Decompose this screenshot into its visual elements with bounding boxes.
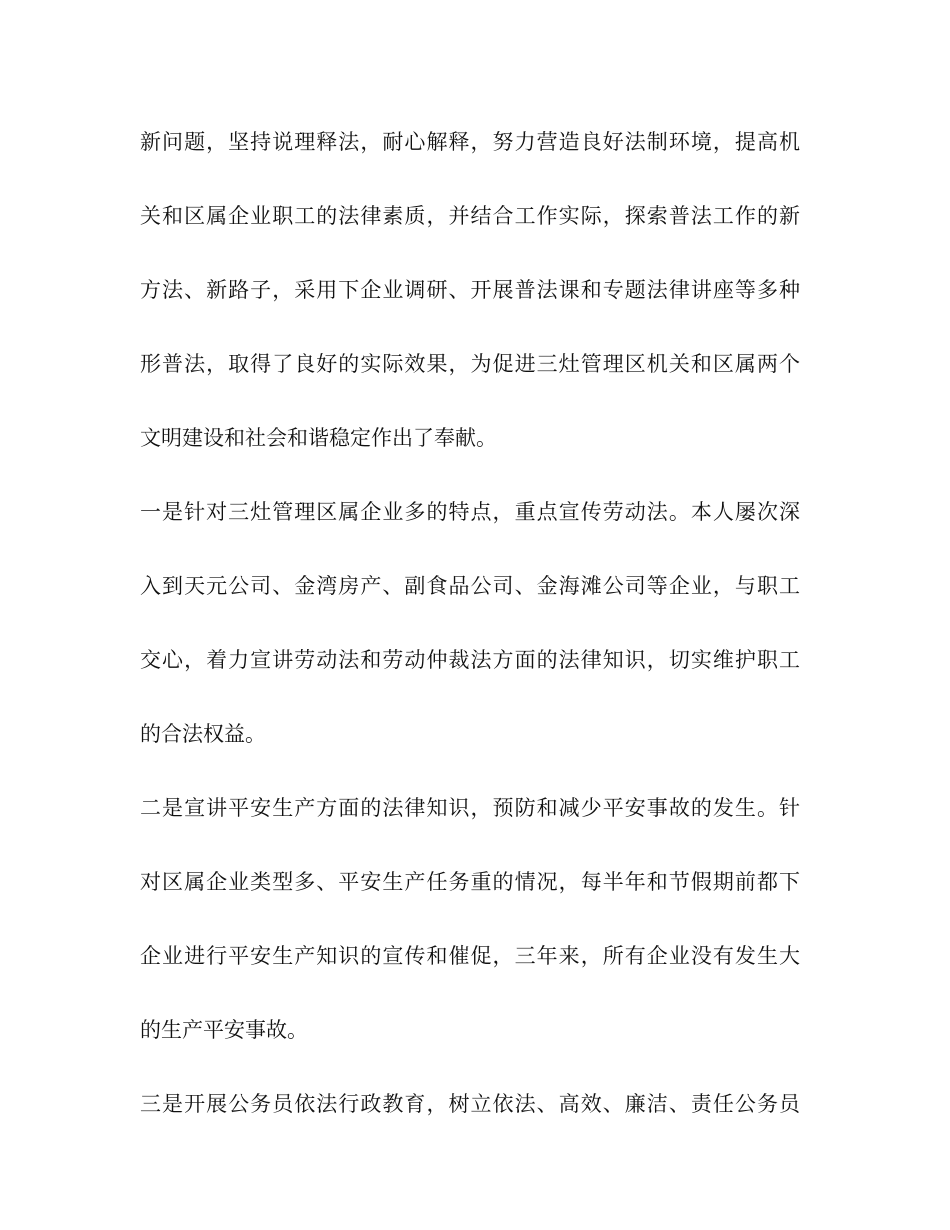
text-line: 企业进行平安生产知识的宣传和催促，三年来，所有企业没有发生大: [140, 944, 800, 968]
text-line: 三是开展公务员依法行政教育，树立依法、高效、廉洁、责任公务员: [140, 1092, 800, 1116]
text-line: 新问题，坚持说理释法，耐心解释，努力营造良好法制环境，提高机: [140, 130, 800, 154]
text-line: 的生产平安事故。: [140, 1018, 308, 1042]
text-line: 二是宣讲平安生产方面的法律知识，预防和减少平安事故的发生。针: [140, 796, 800, 820]
text-line: 关和区属企业职工的法律素质，并结合工作实际，探索普法工作的新: [140, 204, 800, 228]
text-line: 对区属企业类型多、平安生产任务重的情况，每半年和节假期前都下: [140, 870, 800, 894]
text-line: 入到天元公司、金湾房产、副食品公司、金海滩公司等企业，与职工: [140, 574, 800, 598]
text-line: 文明建设和社会和谐稳定作出了奉献。: [140, 426, 497, 450]
text-line: 一是针对三灶管理区属企业多的特点，重点宣传劳动法。本人屡次深: [140, 500, 800, 524]
text-line: 的合法权益。: [140, 722, 266, 746]
text-line: 交心，着力宣讲劳动法和劳动仲裁法方面的法律知识，切实维护职工: [140, 648, 800, 672]
text-line: 形普法，取得了良好的实际效果，为促进三灶管理区机关和区属两个: [140, 352, 800, 376]
text-line: 方法、新路子，采用下企业调研、开展普法课和专题法律讲座等多种: [140, 278, 800, 302]
